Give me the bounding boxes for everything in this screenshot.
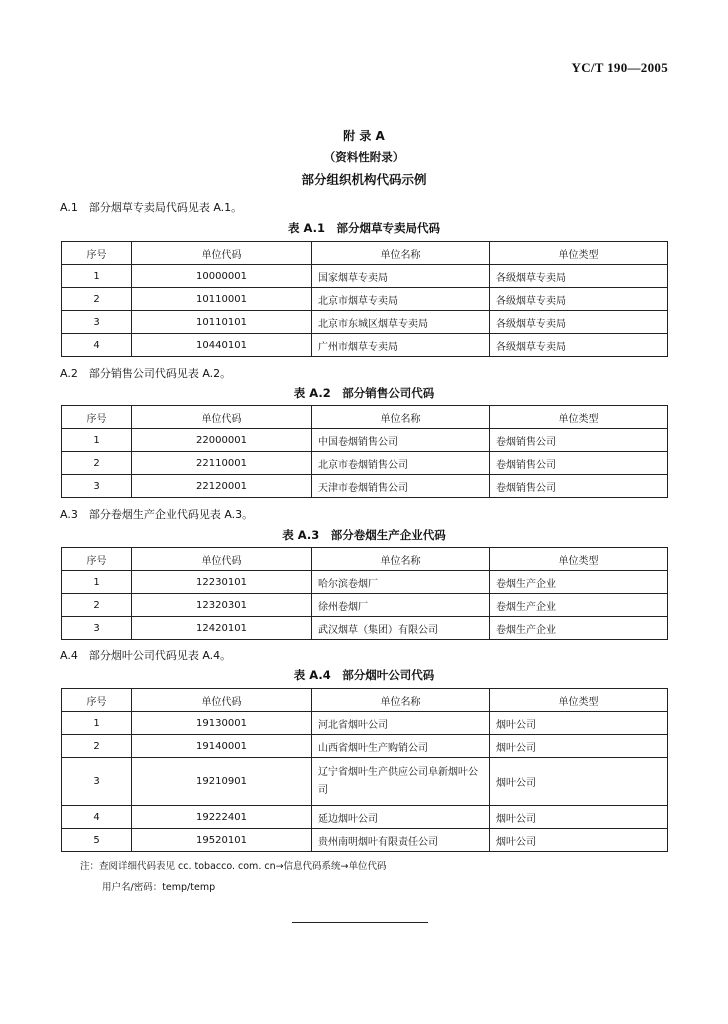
table-header-row (62, 548, 668, 571)
cell-unit-code: 12420101 (132, 617, 312, 640)
col-header-type: 单位类型 (490, 406, 668, 429)
table-row (62, 334, 668, 357)
note-line-1: 注：查阅详细代码表见 cc. tobacco. com. cn→信息代码系统→单位代码 (80, 861, 387, 872)
cell-unit-name: 辽宁省烟叶生产供应公司阜新烟叶公司 (312, 758, 490, 806)
table-a3 (61, 547, 668, 640)
cell-unit-type: 卷烟生产企业 (490, 617, 668, 640)
document-code: YC/T 190—2005 (571, 60, 668, 75)
appendix-subtitle: （资料性附录） (323, 150, 405, 164)
cell-unit-type: 各级烟草专卖局 (490, 265, 668, 288)
cell-index: 3 (62, 617, 132, 640)
col-header-name: 单位名称 (312, 548, 490, 571)
cell-unit-code: 22120001 (132, 475, 312, 498)
cell-unit-type: 烟叶公司 (490, 758, 668, 806)
cell-index: 3 (62, 475, 132, 498)
cell-unit-code: 10110001 (132, 288, 312, 311)
cell-unit-code: 12320301 (132, 594, 312, 617)
table-a1 (61, 241, 668, 357)
table-a2-caption: 表 A.2 部分销售公司代码 (293, 386, 435, 400)
cell-index: 4 (62, 806, 132, 829)
col-header-name: 单位名称 (312, 689, 490, 712)
cell-unit-code: 10000001 (132, 265, 312, 288)
cell-index: 2 (62, 735, 132, 758)
table-row (62, 758, 668, 806)
appendix-heading: 部分组织机构代码示例 (301, 172, 427, 187)
section-a2-intro: A.2 部分销售公司代码见表 A.2。 (60, 367, 232, 380)
cell-unit-name: 徐州卷烟厂 (312, 594, 490, 617)
col-header-name: 单位名称 (312, 242, 490, 265)
cell-index: 2 (62, 452, 132, 475)
cell-unit-type: 烟叶公司 (490, 712, 668, 735)
cell-unit-code: 19130001 (132, 712, 312, 735)
cell-index: 1 (62, 429, 132, 452)
cell-unit-type: 烟叶公司 (490, 806, 668, 829)
cell-unit-code: 19222401 (132, 806, 312, 829)
cell-unit-code: 12230101 (132, 571, 312, 594)
table-row (62, 288, 668, 311)
cell-index: 2 (62, 288, 132, 311)
cell-unit-name: 延边烟叶公司 (312, 806, 490, 829)
cell-index: 1 (62, 712, 132, 735)
table-row (62, 806, 668, 829)
cell-unit-name: 武汉烟草（集团）有限公司 (312, 617, 490, 640)
cell-unit-name: 广州市烟草专卖局 (312, 334, 490, 357)
cell-unit-name: 北京市东城区烟草专卖局 (312, 311, 490, 334)
table-header-row (62, 406, 668, 429)
table-row (62, 594, 668, 617)
cell-unit-name: 国家烟草专卖局 (312, 265, 490, 288)
cell-index: 5 (62, 829, 132, 852)
cell-unit-name: 天津市卷烟销售公司 (312, 475, 490, 498)
table-row (62, 311, 668, 334)
cell-unit-code: 22000001 (132, 429, 312, 452)
section-a4-intro: A.4 部分烟叶公司代码见表 A.4。 (60, 649, 232, 662)
col-header-index: 序号 (62, 548, 132, 571)
cell-unit-name: 哈尔滨卷烟厂 (312, 571, 490, 594)
col-header-name: 单位名称 (312, 406, 490, 429)
table-row (62, 475, 668, 498)
col-header-index: 序号 (62, 242, 132, 265)
cell-index: 3 (62, 758, 132, 806)
cell-unit-name: 中国卷烟销售公司 (312, 429, 490, 452)
cell-unit-type: 卷烟生产企业 (490, 594, 668, 617)
cell-unit-code: 19210901 (132, 758, 312, 806)
table-header-row (62, 689, 668, 712)
cell-unit-code: 19520101 (132, 829, 312, 852)
cell-index: 4 (62, 334, 132, 357)
table-a4 (61, 688, 668, 852)
cell-unit-name: 山西省烟叶生产购销公司 (312, 735, 490, 758)
table-row (62, 829, 668, 852)
col-header-code: 单位代码 (132, 689, 312, 712)
section-a1-intro: A.1 部分烟草专卖局代码见表 A.1。 (60, 201, 243, 214)
cell-unit-type: 各级烟草专卖局 (490, 311, 668, 334)
cell-unit-type: 各级烟草专卖局 (490, 288, 668, 311)
col-header-index: 序号 (62, 406, 132, 429)
cell-unit-type: 卷烟销售公司 (490, 429, 668, 452)
cell-unit-code: 22110001 (132, 452, 312, 475)
table-header-row (62, 242, 668, 265)
cell-unit-type: 卷烟销售公司 (490, 452, 668, 475)
table-row (62, 712, 668, 735)
col-header-type: 单位类型 (490, 689, 668, 712)
col-header-type: 单位类型 (490, 242, 668, 265)
cell-index: 2 (62, 594, 132, 617)
table-row (62, 735, 668, 758)
section-a3-intro: A.3 部分卷烟生产企业代码见表 A.3。 (60, 508, 254, 521)
cell-index: 1 (62, 265, 132, 288)
cell-index: 1 (62, 571, 132, 594)
cell-unit-code: 19140001 (132, 735, 312, 758)
table-a3-caption: 表 A.3 部分卷烟生产企业代码 (282, 528, 446, 542)
cell-unit-name: 北京市卷烟销售公司 (312, 452, 490, 475)
table-row (62, 452, 668, 475)
table-row (62, 265, 668, 288)
col-header-type: 单位类型 (490, 548, 668, 571)
col-header-code: 单位代码 (132, 548, 312, 571)
cell-unit-name: 贵州南明烟叶有限责任公司 (312, 829, 490, 852)
cell-unit-name: 北京市烟草专卖局 (312, 288, 490, 311)
cell-unit-type: 各级烟草专卖局 (490, 334, 668, 357)
cell-unit-type: 卷烟生产企业 (490, 571, 668, 594)
col-header-code: 单位代码 (132, 406, 312, 429)
cell-unit-type: 烟叶公司 (490, 829, 668, 852)
col-header-index: 序号 (62, 689, 132, 712)
appendix-title: 附 录 A (343, 129, 385, 143)
col-header-code: 单位代码 (132, 242, 312, 265)
table-a4-caption: 表 A.4 部分烟叶公司代码 (293, 668, 435, 682)
table-row (62, 429, 668, 452)
end-rule (292, 922, 428, 923)
cell-unit-type: 烟叶公司 (490, 735, 668, 758)
cell-unit-name: 河北省烟叶公司 (312, 712, 490, 735)
table-row (62, 617, 668, 640)
table-row (62, 571, 668, 594)
table-a1-caption: 表 A.1 部分烟草专卖局代码 (288, 221, 440, 235)
cell-unit-code: 10110101 (132, 311, 312, 334)
cell-index: 3 (62, 311, 132, 334)
cell-unit-type: 卷烟销售公司 (490, 475, 668, 498)
cell-unit-code: 10440101 (132, 334, 312, 357)
table-a2 (61, 405, 668, 498)
note-line-2: 用户名/密码：temp/temp (102, 882, 216, 893)
